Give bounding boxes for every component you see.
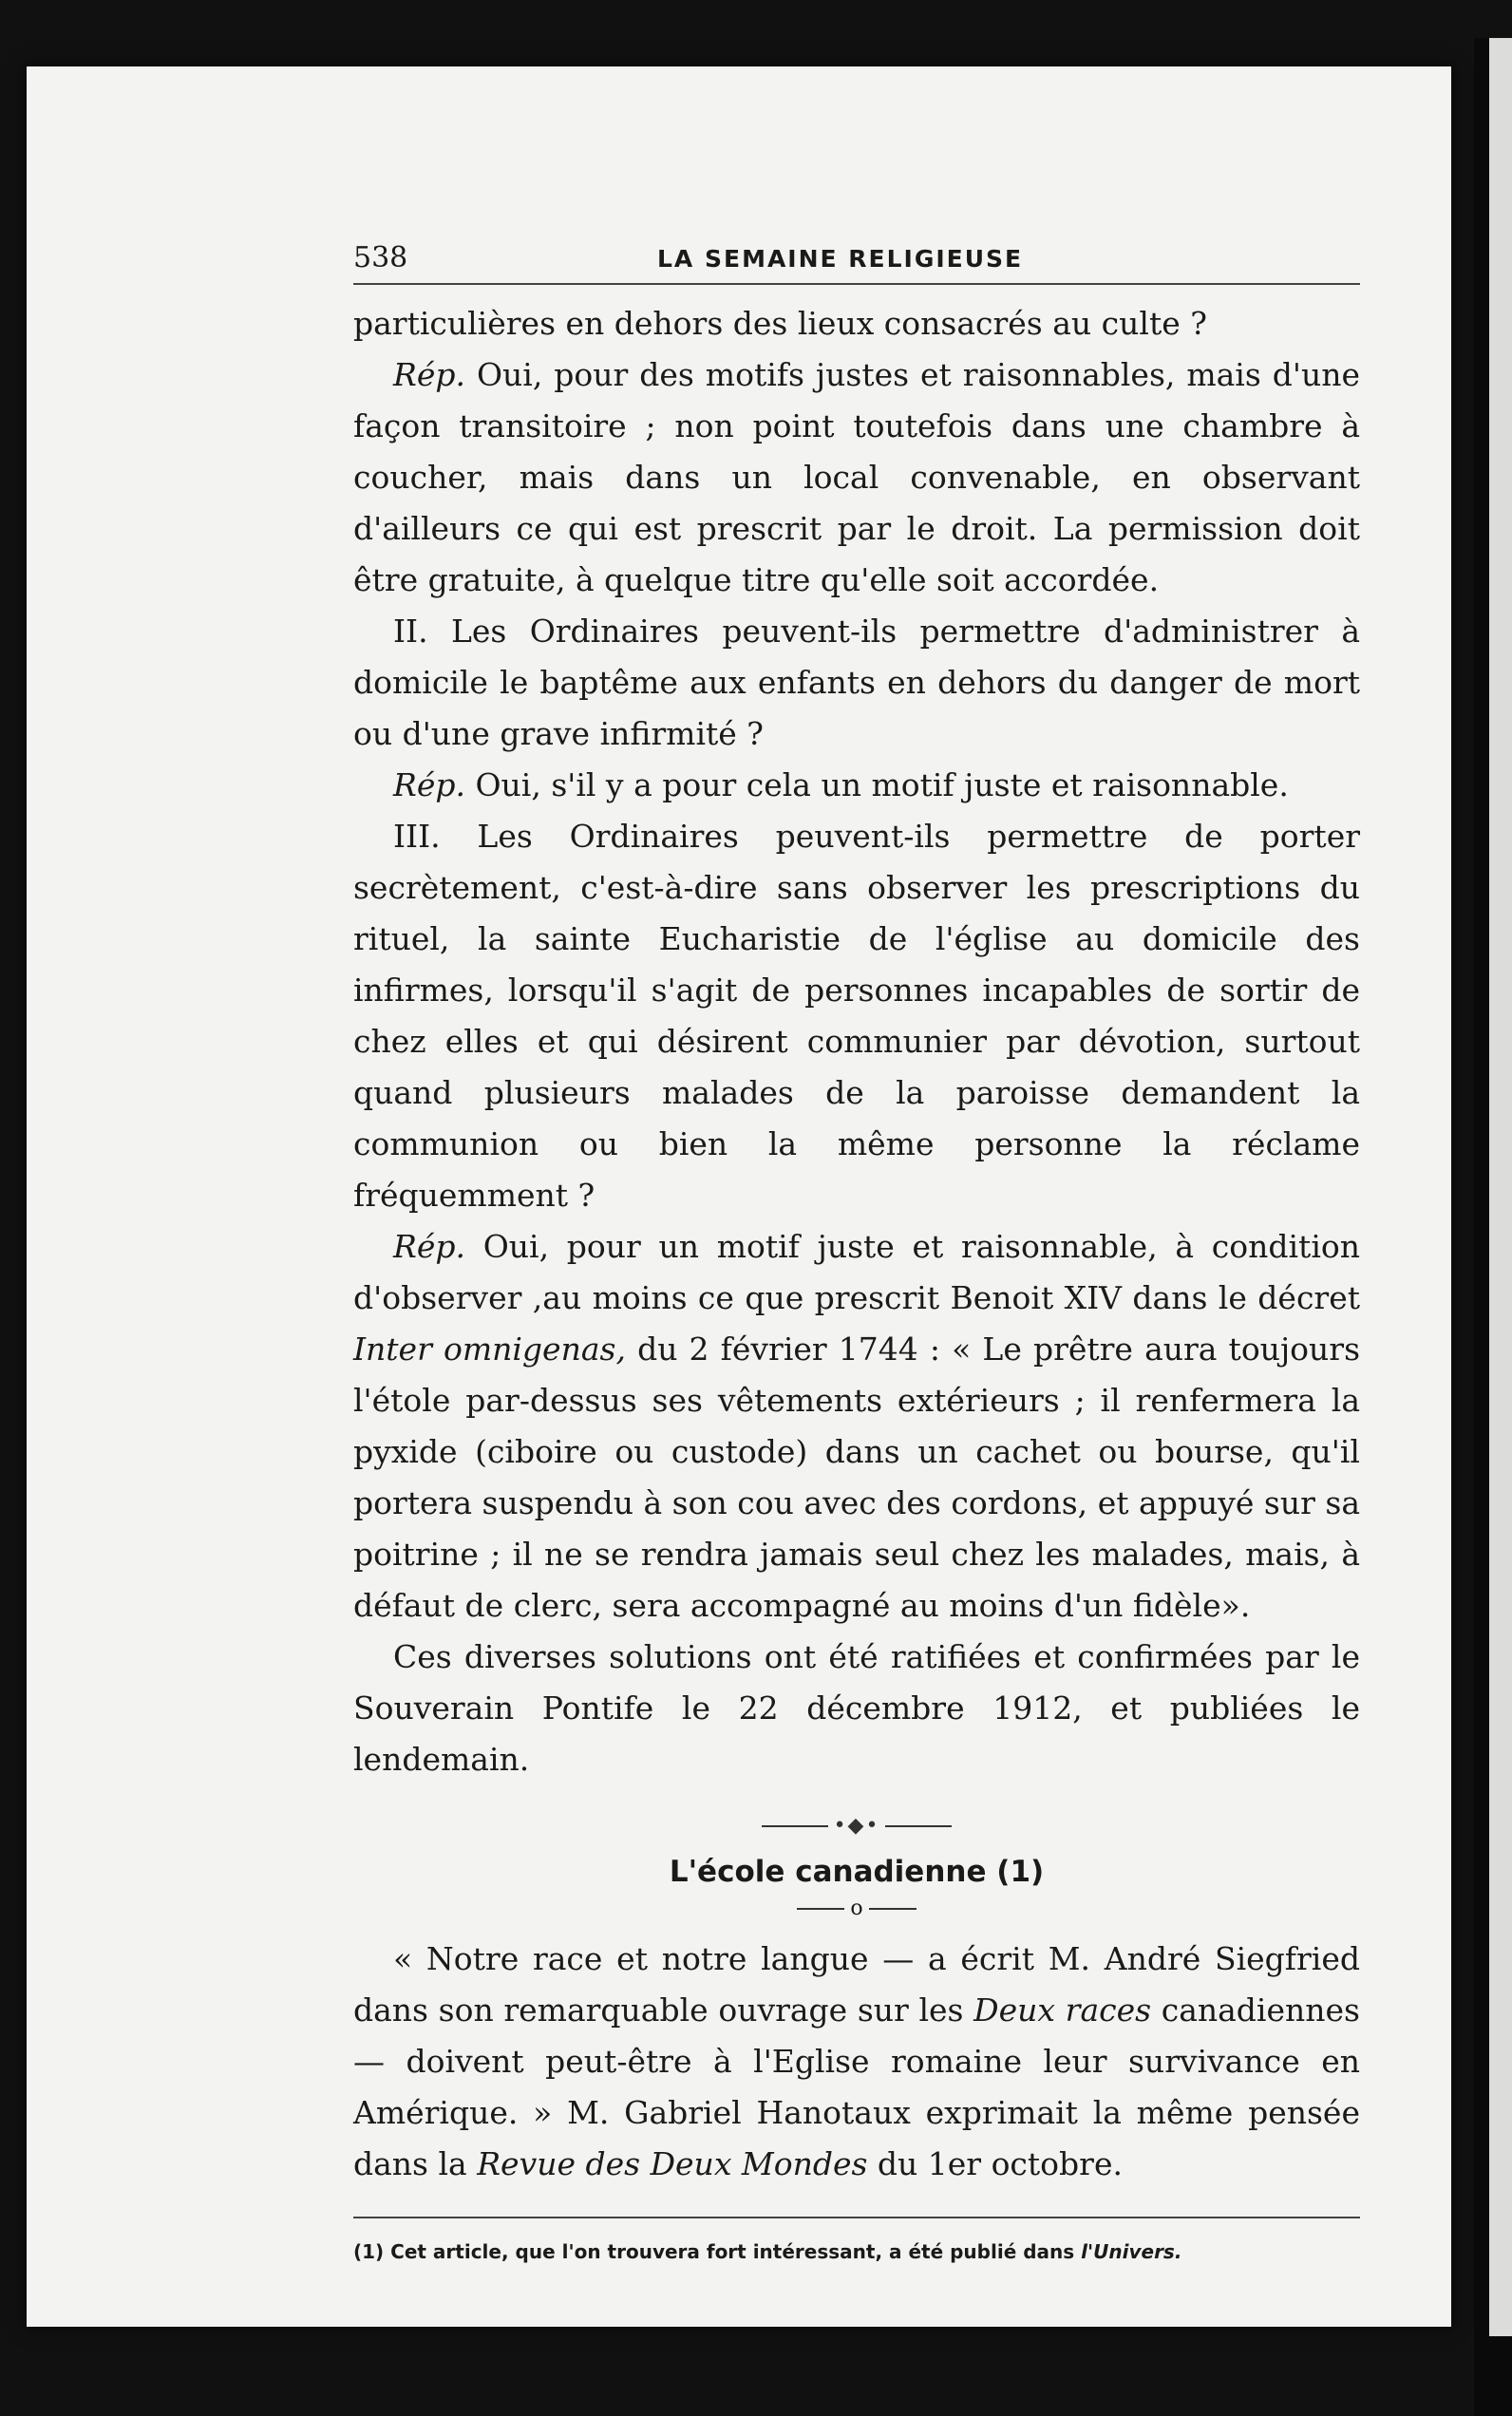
separator-line-right — [869, 1908, 917, 1910]
separator-line-left — [797, 1908, 844, 1910]
paragraph-continuation — [353, 298, 1360, 349]
page-number: 538 — [353, 241, 408, 274]
answer-label: Rép. — [393, 1228, 465, 1265]
paragraph-text: Oui, pour des motifs justes et raisonnables, mais d'une façon transitoire ; non point toutefois dans une chambre à coucher, mais dans un local convenable, en observant d'ailleurs ce qui est prescrit par le droit. La permission doit être gratuite, à quelque titre qu'elle soit accordée. — [353, 356, 1360, 598]
footnote-text: (1) Cet article, que l'on trouvera fort intéressant, a été publié dans — [353, 2240, 1082, 2263]
paragraph-answer-3 — [353, 1221, 1360, 1632]
paragraph-text: du 2 février 1744 : « Le prêtre aura toujours l'étole par-dessus ses vêtements extérieurs ; il renfermera la pyxide (ciboire ou custode) dans un cachet ou bourse, qu'il portera suspendu à son cou avec des cordons, et appuyé sur sa poitrine ; il ne se rendra jamais seul chez les malades, mais, à défaut de clerc, sera accompagné au moins d'un fidèle». — [353, 1331, 1361, 1624]
book-title: Deux races — [973, 1991, 1152, 2029]
paragraph-question-2 — [353, 606, 1360, 760]
page-content — [353, 237, 1360, 2266]
answer-label: Rép. — [393, 356, 465, 393]
paragraph-conclusion — [353, 1632, 1360, 1785]
footnote-source: l'Univers. — [1081, 2240, 1182, 2263]
paragraph-text: particulières en dehors des lieux consacrés au culte ? — [353, 305, 1207, 342]
paragraph-question-3 — [353, 811, 1360, 1221]
paragraph-text: II. Les Ordinaires peuvent-ils permettre d'administrer à domicile le baptême aux enfants en dehors du danger de mort ou d'une grave infirmité ? — [353, 613, 1360, 752]
footnote — [353, 2237, 1360, 2266]
answer-label: Rép. — [393, 766, 465, 803]
paragraph-answer-1 — [353, 349, 1360, 606]
body-text — [353, 298, 1360, 1785]
next-page-edge — [1489, 38, 1512, 2336]
section-title: L'école canadienne (1) — [669, 1855, 1045, 1889]
journal-title: LA SEMAINE RELIGIEUSE — [657, 245, 1024, 273]
paragraph-text: « Notre race et notre langue — a écrit M. André Siegfried dans son remarquable ouvrage sur les — [353, 1940, 1360, 2029]
section-ornament: •◆• — [353, 1814, 1360, 1838]
footnote-rule — [353, 2217, 1360, 2218]
paragraph-text: Ces diverses solutions ont été ratifiées et confirmées par le Souverain Pontife le 22 décembre 1912, et publiées le lendemain. — [353, 1638, 1360, 1778]
paragraph-text: Oui, s'il y a pour cela un motif juste et raisonnable. — [465, 766, 1289, 803]
paragraph-text: du 1er octobre. — [867, 2145, 1123, 2182]
paragraph-text: III. Les Ordinaires peuvent-ils permettre de porter secrètement, c'est-à-dire sans observer les prescriptions du rituel, la sainte Eucharistie de l'église au domicile des infirmes, lorsqu'il s'agit de personnes incapables de sortir de chez elles et qui désirent communier par dévotion, surtout quand plusieurs malades de la paroisse demandent la communion ou bien la même personne la réclame fréquemment ? — [353, 818, 1360, 1214]
paragraph-text: canadiennes — doivent peut-être à l'Eglise romaine leur survivance en Amérique. » M. Gabriel Hanotaux exprimait la même pensée dans la — [353, 1991, 1360, 2182]
paragraph-answer-2 — [353, 760, 1360, 811]
review-title: Revue des Deux Mondes — [477, 2145, 868, 2182]
ornament-line-left — [762, 1825, 828, 1827]
ornament-line-right — [885, 1825, 952, 1827]
title-separator — [353, 1897, 1360, 1920]
paragraph-quote — [353, 1934, 1360, 2190]
paragraph-text: Oui, pour un motif juste et raisonnable, à condition d'observer ,au moins ce que prescrit Benoit XIV dans le décret — [353, 1228, 1360, 1316]
decree-title: Inter omnigenas, — [353, 1331, 626, 1368]
section-body — [353, 1934, 1360, 2190]
running-head — [353, 237, 1360, 285]
separator-glyph: o — [850, 1897, 863, 1920]
